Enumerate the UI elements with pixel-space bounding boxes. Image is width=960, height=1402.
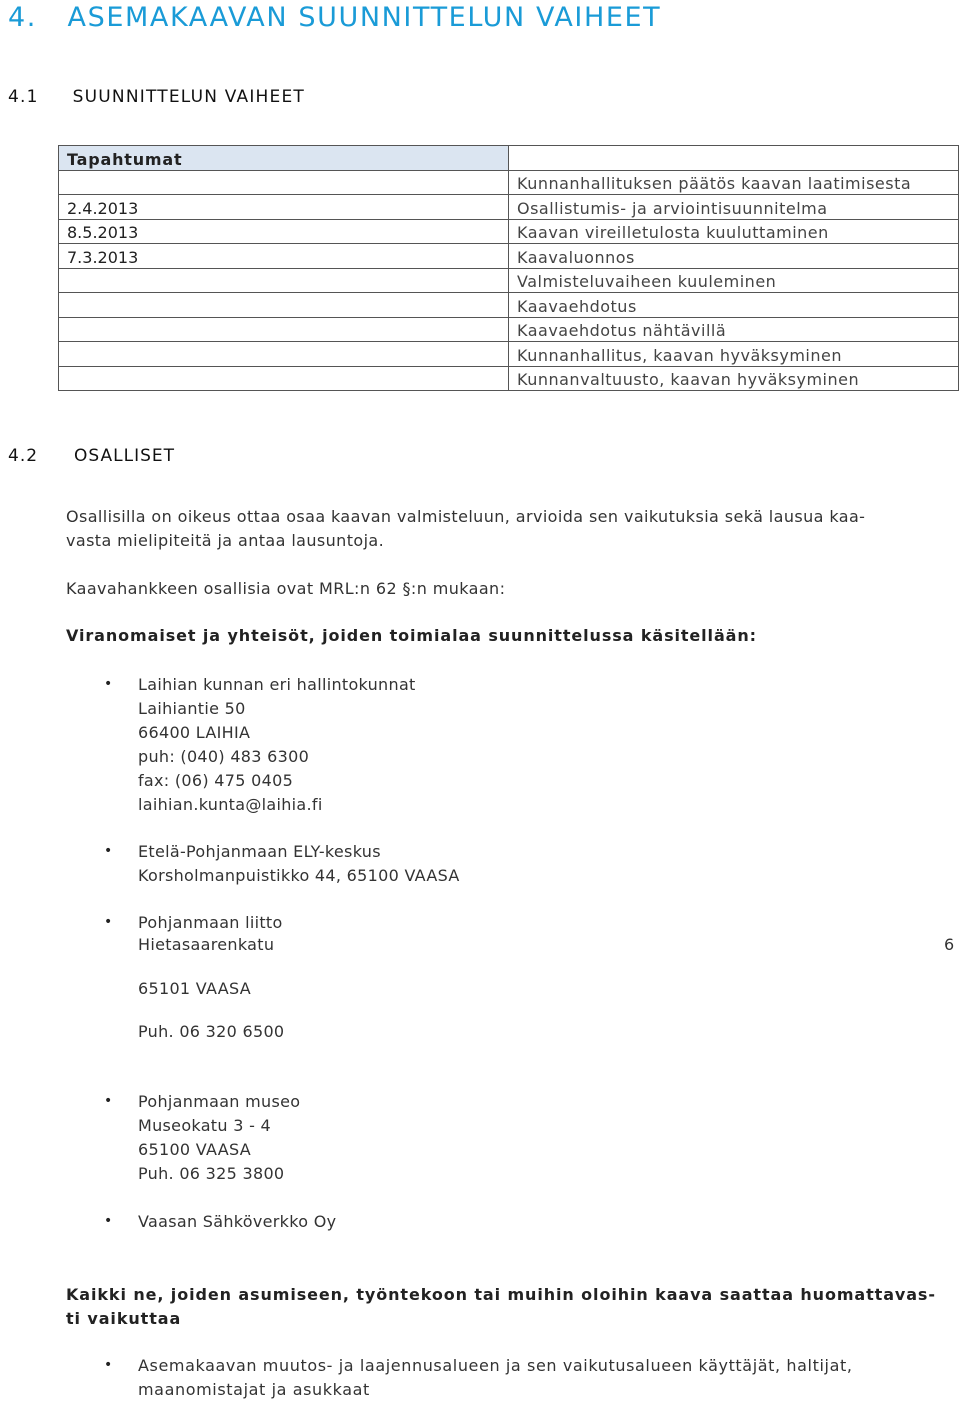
event-date bbox=[59, 293, 509, 318]
table-row bbox=[59, 170, 959, 195]
party-line: 66400 LAIHIA bbox=[138, 723, 251, 742]
table-row bbox=[59, 342, 959, 367]
party-liitto-street: Hietasaarenkatu bbox=[138, 935, 275, 954]
event-date bbox=[59, 366, 509, 391]
mrl-line: Kaavahankkeen osallisia ovat MRL:n 62 §:n mukaan: bbox=[66, 579, 506, 598]
party-line: fax: (06) 475 0405 bbox=[138, 771, 294, 790]
event-date: 8.5.2013 bbox=[59, 219, 509, 244]
event-name: Kunnanvaltuusto, kaavan hyväksyminen bbox=[509, 366, 959, 391]
party-liitto-phone: Puh. 06 320 6500 bbox=[138, 1022, 285, 1041]
section-heading-4-1 bbox=[8, 87, 305, 107]
event-name: Osallistumis- ja arviointisuunnitelma bbox=[509, 195, 959, 220]
table-row bbox=[59, 366, 959, 391]
party-liitto-postal: 65101 VAASA bbox=[138, 979, 251, 998]
main-heading bbox=[8, 2, 661, 33]
party-line: Laihiantie 50 bbox=[138, 699, 246, 718]
table-row bbox=[59, 195, 959, 220]
bullet-icon: • bbox=[104, 1213, 113, 1229]
party-name: Pohjanmaan liitto bbox=[138, 913, 283, 932]
party-line: 65100 VAASA bbox=[138, 1140, 251, 1159]
intro-line: vasta mielipiteitä ja antaa lausuntoja. bbox=[66, 531, 385, 550]
table-header-empty bbox=[509, 146, 959, 171]
party-line: Korsholmanpuistikko 44, 65100 VAASA bbox=[138, 866, 460, 885]
bullet-icon: • bbox=[104, 1357, 113, 1373]
table-row bbox=[59, 293, 959, 318]
section-title: SUUNNITTELUN VAIHEET bbox=[72, 87, 305, 107]
table-row bbox=[59, 268, 959, 293]
party-line: Puh. 06 325 3800 bbox=[138, 1164, 285, 1183]
event-date: 2.4.2013 bbox=[59, 195, 509, 220]
events-table bbox=[58, 145, 959, 391]
authorities-heading: Viranomaiset ja yhteisöt, joiden toimialaa suunnittelussa käsitellään: bbox=[66, 626, 757, 645]
event-date bbox=[59, 342, 509, 367]
main-heading-title: ASEMAKAAVAN SUUNNITTELUN VAIHEET bbox=[67, 2, 662, 33]
party-line: Pohjanmaan museo bbox=[138, 1092, 301, 1111]
intro-line: Osallisilla on oikeus ottaa osaa kaavan valmisteluun, arvioida sen vaikutuksia sekä lausua kaa- bbox=[66, 507, 866, 526]
bullet-icon: • bbox=[104, 843, 113, 859]
event-name: Valmisteluvaiheen kuuleminen bbox=[509, 268, 959, 293]
table-row bbox=[59, 244, 959, 269]
party-museo bbox=[138, 1090, 300, 1186]
party-liitto bbox=[138, 911, 283, 935]
event-name: Kaavaehdotus nähtävillä bbox=[509, 317, 959, 342]
section-number: 4.2 bbox=[8, 446, 39, 466]
party-laihia bbox=[138, 673, 416, 817]
event-name: Kunnanhallitus, kaavan hyväksyminen bbox=[509, 342, 959, 367]
table-row bbox=[59, 317, 959, 342]
party-liitto-street-number: 6 bbox=[944, 935, 955, 954]
bullet-icon: • bbox=[104, 914, 113, 930]
table-header-events: Tapahtumat bbox=[59, 146, 509, 171]
party-line: puh: (040) 483 6300 bbox=[138, 747, 310, 766]
event-date bbox=[59, 268, 509, 293]
affected-heading bbox=[66, 1283, 936, 1331]
event-date: 7.3.2013 bbox=[59, 244, 509, 269]
bullet-icon: • bbox=[104, 676, 113, 692]
section-number: 4.1 bbox=[8, 87, 39, 107]
section-title: OSALLISET bbox=[74, 446, 176, 466]
table-row bbox=[59, 219, 959, 244]
party-line: Museokatu 3 - 4 bbox=[138, 1116, 272, 1135]
bullet-icon: • bbox=[104, 1093, 113, 1109]
event-date bbox=[59, 317, 509, 342]
event-name: Kaavaluonnos bbox=[509, 244, 959, 269]
event-name: Kaavaehdotus bbox=[509, 293, 959, 318]
affected-item-line: Asemakaavan muutos- ja laajennusalueen ja sen vaikutusalueen käyttäjät, haltijat, bbox=[138, 1356, 853, 1375]
event-name: Kaavan vireilletulosta kuuluttaminen bbox=[509, 219, 959, 244]
affected-heading-line: Kaikki ne, joiden asumiseen, työntekoon tai muihin oloihin kaava saattaa huomattavas- bbox=[66, 1285, 936, 1304]
table-header-row bbox=[59, 146, 959, 171]
section-heading-4-2 bbox=[8, 446, 175, 466]
event-date bbox=[59, 170, 509, 195]
party-ely bbox=[138, 840, 460, 888]
party-line: Etelä-Pohjanmaan ELY-keskus bbox=[138, 842, 381, 861]
event-name: Kunnanhallituksen päätös kaavan laatimisesta bbox=[509, 170, 959, 195]
party-sahko: Vaasan Sähköverkko Oy bbox=[138, 1212, 337, 1231]
main-heading-number: 4. bbox=[8, 2, 37, 33]
party-line: laihian.kunta@laihia.fi bbox=[138, 795, 323, 814]
affected-item-line: maanomistajat ja asukkaat bbox=[138, 1380, 370, 1399]
intro-paragraph bbox=[66, 505, 936, 553]
party-line: Laihian kunnan eri hallintokunnat bbox=[138, 675, 416, 694]
affected-item bbox=[138, 1354, 853, 1402]
affected-heading-line: ti vaikuttaa bbox=[66, 1309, 182, 1328]
